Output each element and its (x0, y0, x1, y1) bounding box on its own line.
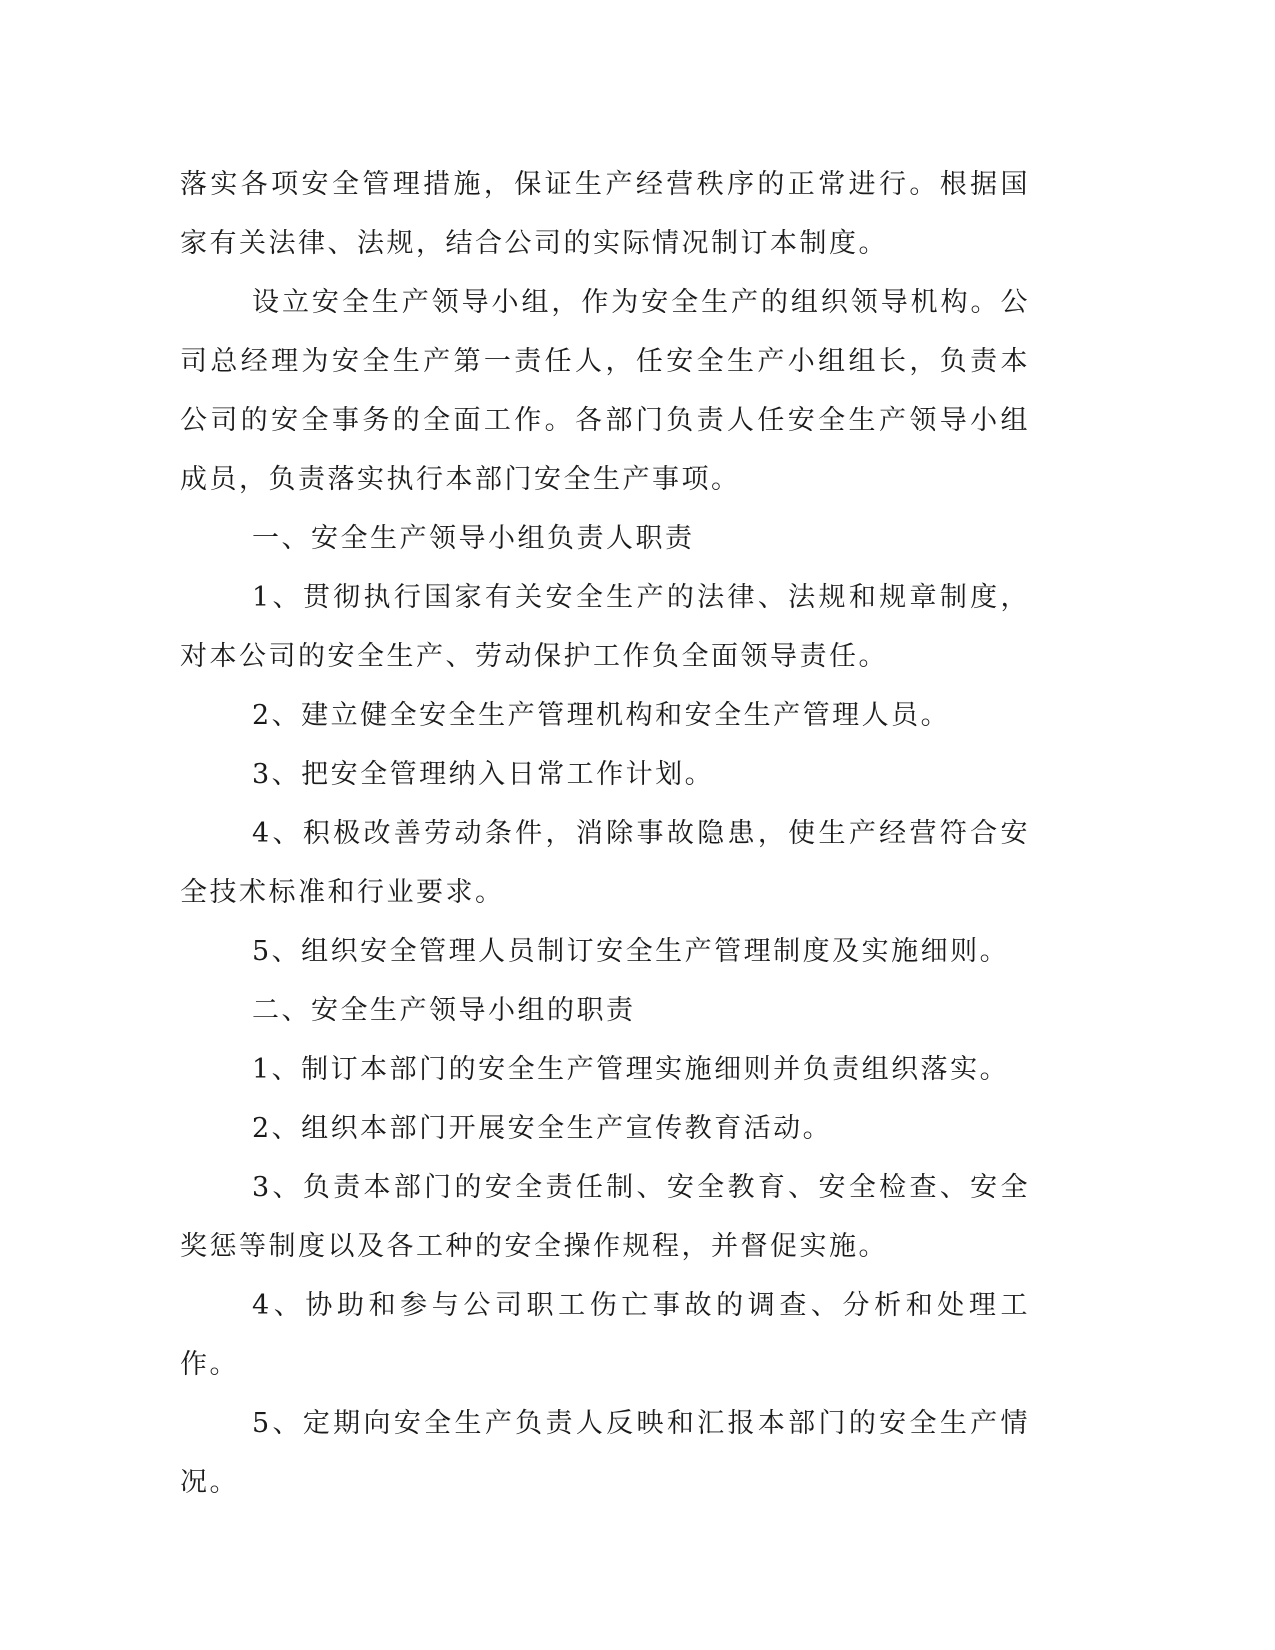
list-item: 3、把安全管理纳入日常工作计划。 (252, 759, 715, 790)
paragraph-leadership-group: 设立安全生产领导小组，作为安全生产的组织领导机构。公司总经理为安全生产第一责任人，任安全生产小组组长，负责本公司的安全事务的全面工作。各部门负责人任安全生产领导小组成员，负责落实执行本部门安全生产事项。 (180, 287, 1030, 495)
paragraph-intro-continuation: 落实各项安全管理措施，保证生产经营秩序的正常进行。根据国家有关法律、法规，结合公司的实际情况制订本制度。 (180, 169, 1030, 259)
list-item: 4、协助和参与公司职工伤亡事故的调查、分析和处理工作。 (180, 1290, 1030, 1380)
list-item: 4、积极改善劳动条件，消除事故隐患，使生产经营符合安全技术标准和行业要求。 (180, 818, 1030, 908)
document-body (180, 155, 1030, 1512)
list-item: 2、组织本部门开展安全生产宣传教育活动。 (252, 1113, 833, 1144)
section-heading-1: 一、安全生产领导小组负责人职责 (252, 523, 695, 554)
list-item: 1、贯彻执行国家有关安全生产的法律、法规和规章制度，对本公司的安全生产、劳动保护工作负全面领导责任。 (180, 582, 1030, 672)
section-heading-2: 二、安全生产领导小组的职责 (252, 995, 636, 1026)
list-item: 2、建立健全安全生产管理机构和安全生产管理人员。 (252, 700, 951, 731)
list-item: 5、组织安全管理人员制订安全生产管理制度及实施细则。 (252, 936, 1010, 967)
list-item: 1、制订本部门的安全生产管理实施细则并负责组织落实。 (252, 1054, 1010, 1085)
list-item: 3、负责本部门的安全责任制、安全教育、安全检查、安全奖惩等制度以及各工种的安全操作规程，并督促实施。 (180, 1172, 1030, 1262)
list-item: 5、定期向安全生产负责人反映和汇报本部门的安全生产情况。 (180, 1408, 1030, 1498)
